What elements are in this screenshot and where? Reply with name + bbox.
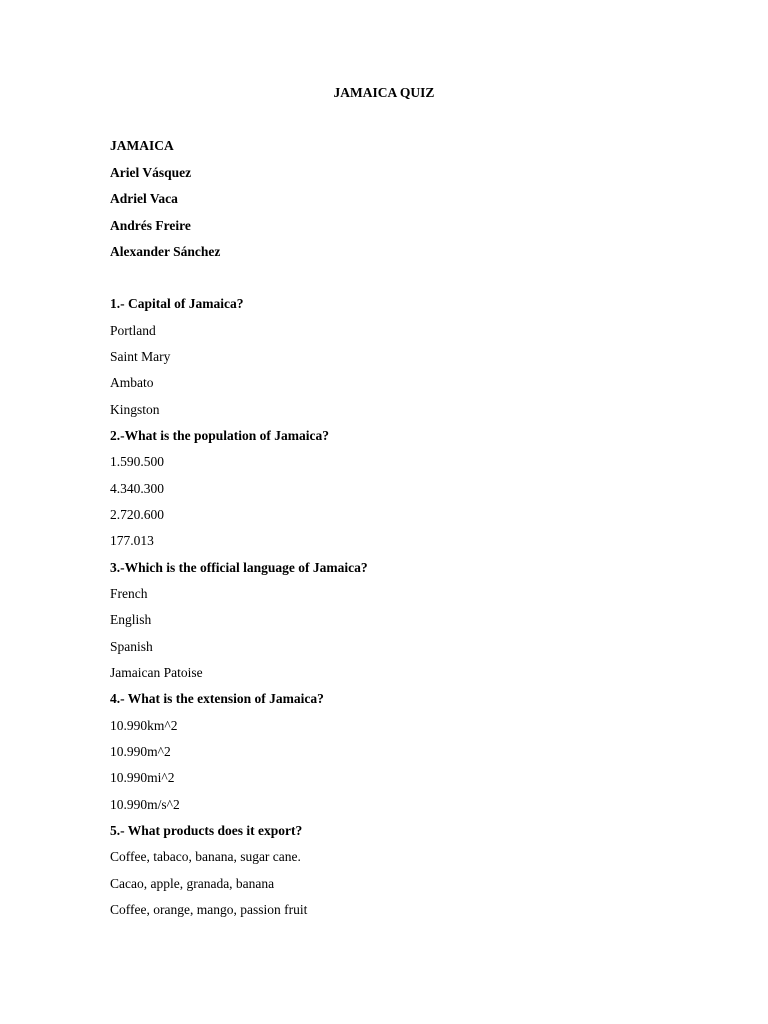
answer-option: Spanish xyxy=(110,639,153,654)
author-name: Andrés Freire xyxy=(110,218,191,233)
author-name: Alexander Sánchez xyxy=(110,244,221,259)
document-title: JAMAICA QUIZ xyxy=(333,85,435,100)
question-3: 3.-Which is the official language of Jamaica? xyxy=(110,560,368,575)
answer-option: French xyxy=(110,586,148,601)
question-5: 5.- What products does it export? xyxy=(110,823,303,838)
answer-option: 10.990m^2 xyxy=(110,744,171,759)
answer-option: 10.990m/s^2 xyxy=(110,797,180,812)
answer-option: 2.720.600 xyxy=(110,507,164,522)
answer-option: Cacao, apple, granada, banana xyxy=(110,876,275,891)
answer-option: 177.013 xyxy=(110,533,154,548)
author-name: Ariel Vásquez xyxy=(110,165,192,180)
answer-option: Ambato xyxy=(110,375,154,390)
answer-option: Coffee, orange, mango, passion fruit xyxy=(110,902,308,917)
answer-option: 10.990mi^2 xyxy=(110,770,175,785)
answer-option: Kingston xyxy=(110,402,160,417)
answer-option: Saint Mary xyxy=(110,349,171,364)
answer-option: English xyxy=(110,612,152,627)
answer-option: 1.590.500 xyxy=(110,454,164,469)
question-4: 4.- What is the extension of Jamaica? xyxy=(110,691,324,706)
answer-option: Jamaican Patoise xyxy=(110,665,203,680)
answer-option: 10.990km^2 xyxy=(110,718,178,733)
question-1: 1.- Capital of Jamaica? xyxy=(110,296,244,311)
question-2: 2.-What is the population of Jamaica? xyxy=(110,428,330,443)
author-name: Adriel Vaca xyxy=(110,191,178,206)
header-country: JAMAICA xyxy=(110,138,174,153)
answer-option: 4.340.300 xyxy=(110,481,164,496)
answer-option: Portland xyxy=(110,323,156,338)
answer-option: Coffee, tabaco, banana, sugar cane. xyxy=(110,849,301,864)
